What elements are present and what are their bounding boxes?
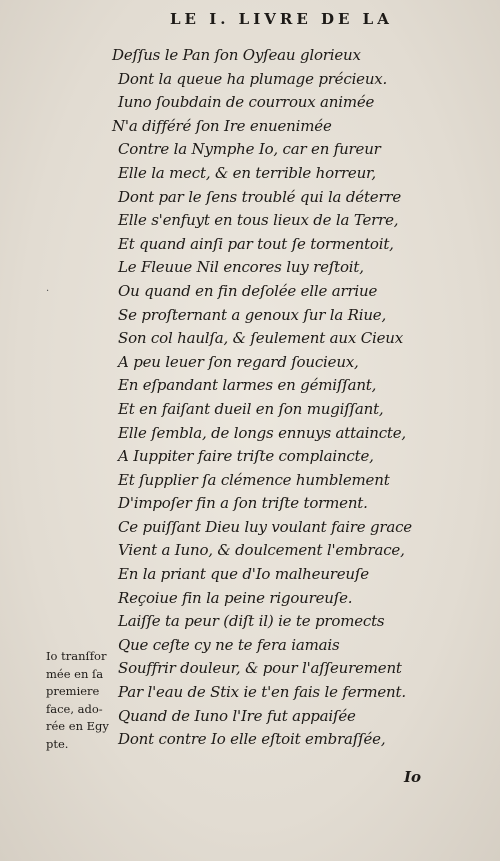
verse-line: D'impoſer fin a ſon triſte torment. — [118, 494, 368, 513]
verse-line: Et ſupplier ſa clémence humblement — [118, 470, 390, 489]
verse-line: Quand de Iuno l'Ire fut appaiſée — [118, 706, 356, 725]
verse-line: Dont la queue ha plumage précieux. — [118, 69, 388, 88]
verse-line: Ce puiſſant Dieu luy voulant faire grace — [118, 517, 412, 536]
margin-note-line: rée en Egy — [46, 719, 109, 733]
verse-line: Se proſternant a genoux ſur la Riue, — [118, 305, 387, 324]
verse-line: Laiſſe ta peur (diſt il) ie te promects — [118, 612, 385, 631]
running-title: LE I. LIVRE DE LA — [170, 10, 393, 28]
verse-line: Dont par le ſens troublé qui la déterre — [118, 187, 402, 206]
verse-line: Dont contre Io elle eſtoit embraſſée, — [118, 730, 386, 749]
margin-note — [46, 648, 126, 753]
verse-line: Que ceſte cy ne te fera iamais — [118, 635, 340, 654]
catchword: Io — [404, 768, 422, 786]
margin-note-line: pte. — [46, 736, 69, 751]
verse-line: Reçoiue fin la peine rigoureuſe. — [118, 588, 353, 607]
verse-line: N'a différé ſon Ire enuenimée — [112, 116, 332, 135]
verse-line: Contre la Nymphe Io, car en fureur — [118, 140, 381, 159]
verse-line: Par l'eau de Stix ie t'en fais le ferment. — [118, 683, 406, 702]
verse-line: Elle la mect, & en terrible horreur, — [118, 163, 376, 182]
margin-note-line: Io tranſfor — [46, 649, 107, 663]
verse-line: Elle ſembla, de longs ennuys attaincte, — [118, 423, 406, 442]
verse-line: En la priant que d'Io malheureuſe — [118, 565, 369, 584]
ink-speck: · — [46, 286, 50, 297]
verse-line: Deſſus le Pan ſon Oyſeau glorieux — [112, 46, 361, 64]
verse-line: A peu leuer ſon regard ſoucieux, — [118, 352, 359, 371]
verse-line: Le Fleuue Nil encores luy reſtoit, — [118, 258, 364, 277]
margin-note-line: mée en ſa — [46, 666, 104, 681]
margin-note-line: premiere — [46, 684, 100, 698]
verse-line: Ou quand en fin deſolée elle arriue — [118, 281, 378, 300]
verse-line: Souffrir douleur, & pour l'aſſeurement — [118, 659, 402, 678]
verse-line: Vient a Iuno, & doulcement l'embrace, — [118, 541, 405, 560]
verse-line: A Iuppiter faire triſte complaincte, — [118, 447, 374, 466]
verse-line: Elle s'enfuyt en tous lieux de la Terre, — [118, 211, 399, 230]
verse-line: Et quand ainſi par tout ſe tormentoit, — [118, 234, 394, 253]
verse-line: Et en faiſant dueil en ſon mugiſſant, — [118, 399, 384, 418]
margin-note-line: face, ado- — [46, 701, 103, 716]
verse-block — [112, 44, 442, 752]
verse-line: En eſpandant larmes en gémiſſant, — [118, 376, 377, 395]
verse-line: Son col haulſa, & ſeulement aux Cieux — [118, 329, 403, 348]
verse-line: Iuno ſoubdain de courroux animée — [118, 93, 375, 112]
